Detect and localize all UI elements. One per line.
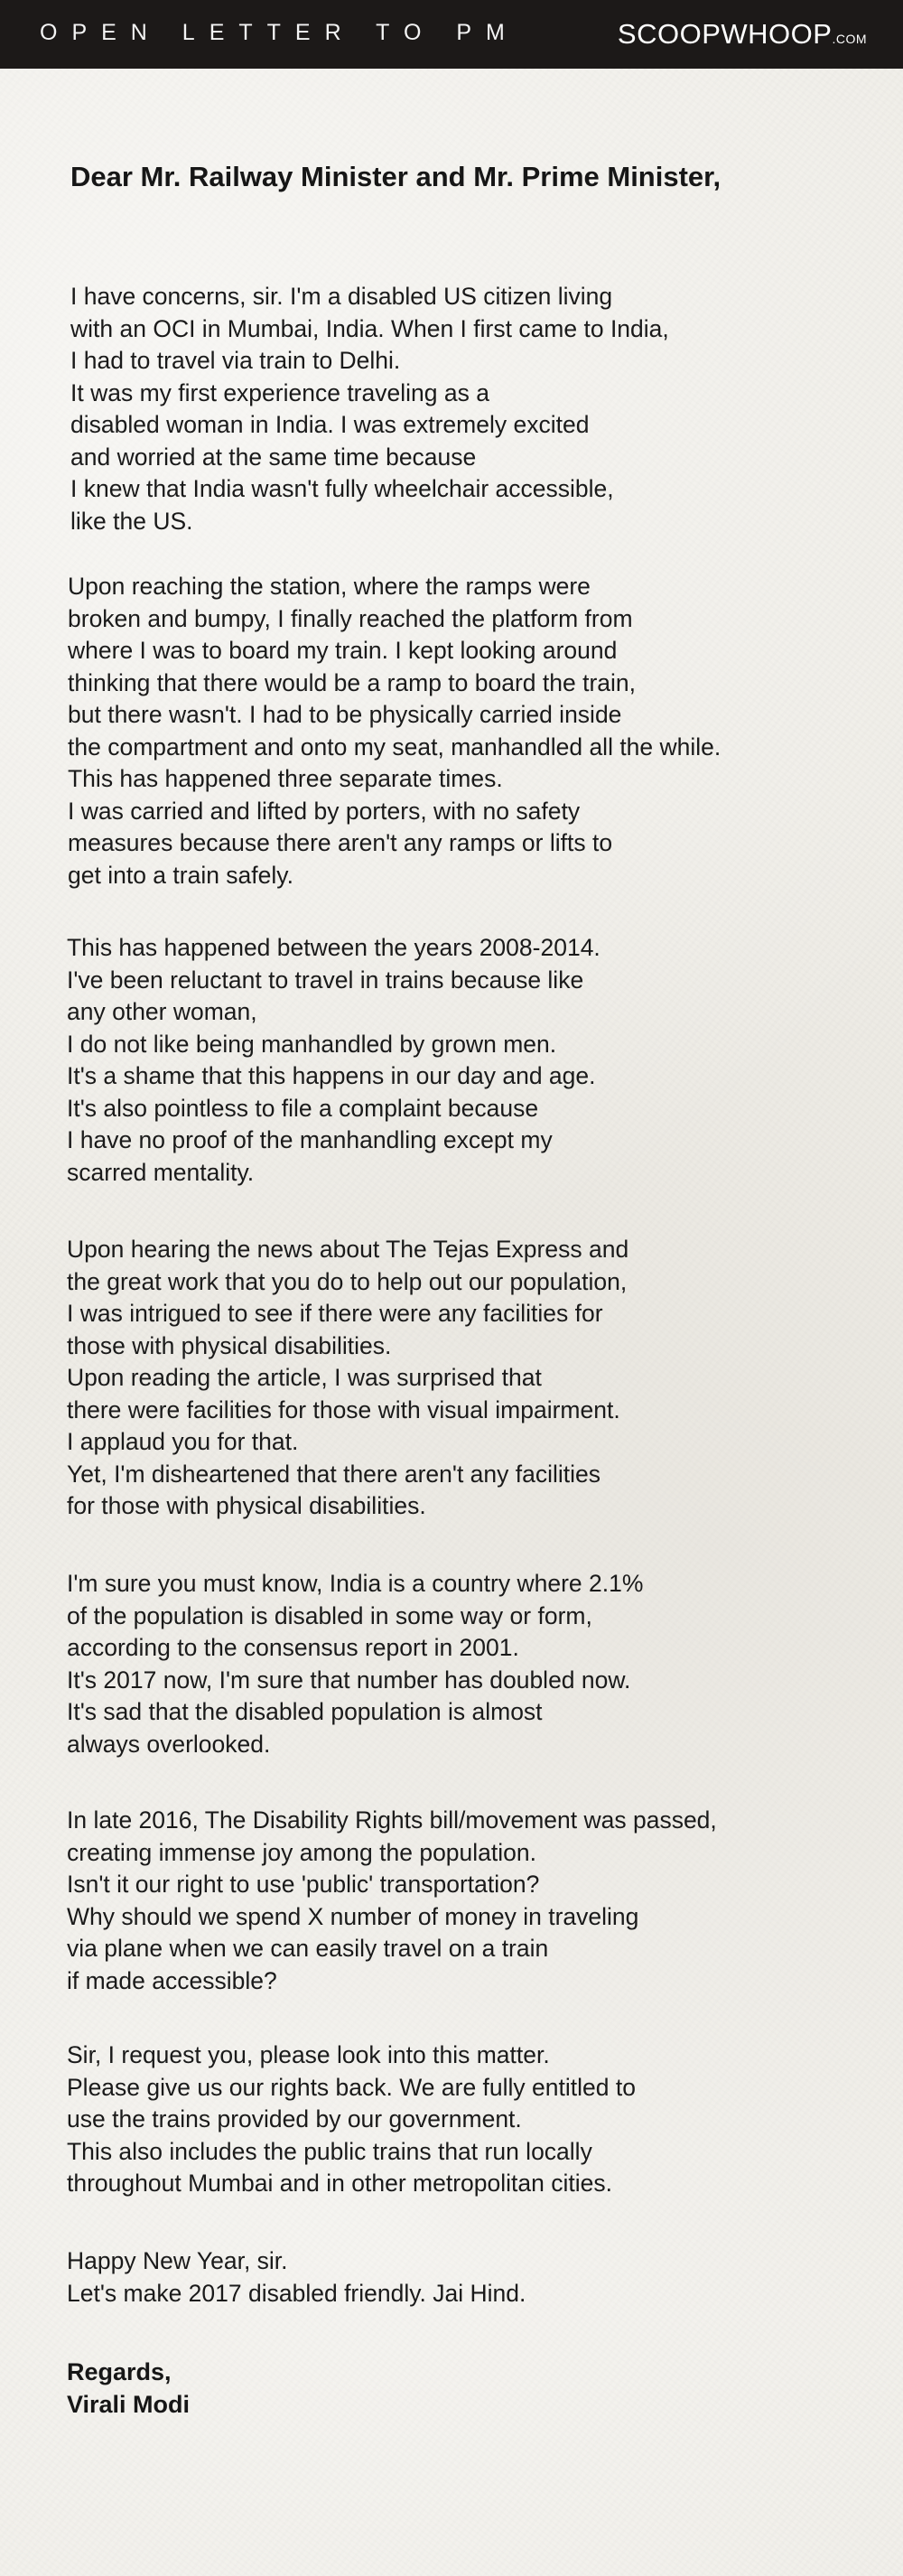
paragraph-line: thinking that there would be a ramp to board the train,: [68, 668, 637, 696]
letter-paragraph-2: [68, 571, 721, 891]
paragraph-line: the compartment and onto my seat, manhandled all the while.: [68, 733, 721, 761]
paragraph-line: I was carried and lifted by porters, with no safety: [68, 797, 581, 825]
signoff-author: Virali Modi: [67, 2391, 191, 2418]
letter-paragraph-5: [67, 1568, 643, 1760]
paragraph-line: This has happened between the years 2008-2014.: [67, 934, 600, 961]
paragraph-line: Let's make 2017 disabled friendly. Jai Hind.: [67, 2279, 526, 2307]
paragraph-line: It's 2017 now, I'm sure that number has doubled now.: [67, 1666, 631, 1694]
letter-paragraph-3: [67, 932, 600, 1189]
paragraph-line: where I was to board my train. I kept looking around: [68, 637, 618, 664]
paragraph-line: Yet, I'm disheartened that there aren't any facilities: [67, 1460, 601, 1488]
paragraph-line: broken and bumpy, I finally reached the platform from: [68, 604, 633, 632]
paragraph-line: Upon reading the article, I was surprised that: [67, 1364, 542, 1391]
paragraph-line: It's sad that the disabled population is almost: [67, 1698, 543, 1725]
paragraph-line: use the trains provided by our government.: [67, 2105, 522, 2133]
paragraph-line: I have no proof of the manhandling except my: [67, 1126, 553, 1153]
paragraph-line: those with physical disabilities.: [67, 1331, 392, 1359]
paragraph-line: disabled woman in India. I was extremely excited: [70, 411, 590, 438]
paragraph-line: like the US.: [70, 507, 193, 535]
paragraph-line: This also includes the public trains that run locally: [67, 2137, 592, 2165]
paragraph-line: It's a shame that this happens in our day and age.: [67, 1062, 596, 1089]
paragraph-line: of the population is disabled in some way or form,: [67, 1601, 592, 1629]
paragraph-line: Please give us our rights back. We are fully entitled to: [67, 2073, 636, 2101]
letter-paragraph-4: [67, 1234, 628, 1523]
paragraph-line: I was intrigued to see if there were any facilities for: [67, 1300, 603, 1327]
paragraph-line: This has happened three separate times.: [68, 765, 503, 792]
paragraph-line: It's also pointless to file a complaint because: [67, 1094, 539, 1122]
letter-paragraph-6: [67, 1805, 717, 1997]
paragraph-line: and worried at the same time because: [70, 443, 477, 471]
paragraph-line: Isn't it our right to use 'public' transportation?: [67, 1871, 540, 1898]
paragraph-line: scarred mentality.: [67, 1158, 255, 1186]
paragraph-line: get into a train safely.: [68, 861, 293, 889]
paragraph-line: there were facilities for those with visual impairment.: [67, 1395, 620, 1423]
paragraph-line: I'm sure you must know, India is a country where 2.1%: [67, 1570, 644, 1597]
paragraph-line: Upon reaching the station, where the ramps were: [68, 573, 591, 600]
paragraph-line: with an OCI in Mumbai, India. When I first came to India,: [70, 314, 669, 342]
brand-logo[interactable]: [618, 18, 867, 51]
paragraph-line: measures because there aren't any ramps or lifts to: [68, 829, 613, 856]
page-header: [0, 0, 903, 69]
letter-paragraph-8: [67, 2245, 526, 2310]
letter-paragraph-1: [70, 281, 669, 537]
paragraph-line: Upon hearing the news about The Tejas Express and: [67, 1236, 629, 1263]
paragraph-line: I have concerns, sir. I'm a disabled US citizen living: [70, 283, 613, 310]
paragraph-line: creating immense joy among the population.: [67, 1838, 536, 1866]
header-title: OPEN LETTER TO PM: [40, 20, 519, 45]
paragraph-line: throughout Mumbai and in other metropolitan cities.: [67, 2170, 612, 2197]
paragraph-line: I had to travel via train to Delhi.: [70, 347, 401, 374]
paragraph-line: via plane when we can easily travel on a train: [67, 1935, 549, 1962]
paragraph-line: any other woman,: [67, 998, 257, 1025]
letter-paragraph-7: [67, 2039, 636, 2200]
signoff-closing: Regards,: [67, 2358, 172, 2385]
paragraph-line: if made accessible?: [67, 1966, 277, 1994]
paragraph-line: Why should we spend X number of money in traveling: [67, 1902, 639, 1930]
brand-name: SCOOPWHOOP: [617, 18, 833, 50]
paragraph-line: Sir, I request you, please look into this matter.: [67, 2041, 550, 2068]
letter-salutation: Dear Mr. Railway Minister and Mr. Prime Minister,: [70, 161, 721, 192]
paragraph-line: for those with physical disabilities.: [67, 1492, 426, 1519]
paragraph-line: In late 2016, The Disability Rights bill/movement was passed,: [67, 1806, 717, 1834]
brand-suffix: .COM: [832, 32, 867, 46]
paragraph-line: Happy New Year, sir.: [67, 2247, 288, 2274]
paragraph-line: the great work that you do to help out our population,: [67, 1267, 628, 1295]
paragraph-line: I've been reluctant to travel in trains because like: [67, 966, 584, 994]
paragraph-line: always overlooked.: [67, 1730, 271, 1758]
paragraph-line: It was my first experience traveling as a: [70, 378, 489, 406]
paragraph-line: I knew that India wasn't fully wheelchair accessible,: [70, 475, 614, 502]
paragraph-line: I applaud you for that.: [67, 1428, 299, 1455]
paragraph-line: I do not like being manhandled by grown men.: [67, 1030, 557, 1058]
paragraph-line: according to the consensus report in 2001.: [67, 1634, 519, 1661]
paragraph-line: but there wasn't. I had to be physically carried inside: [68, 701, 622, 728]
letter-signoff: [67, 2356, 190, 2421]
